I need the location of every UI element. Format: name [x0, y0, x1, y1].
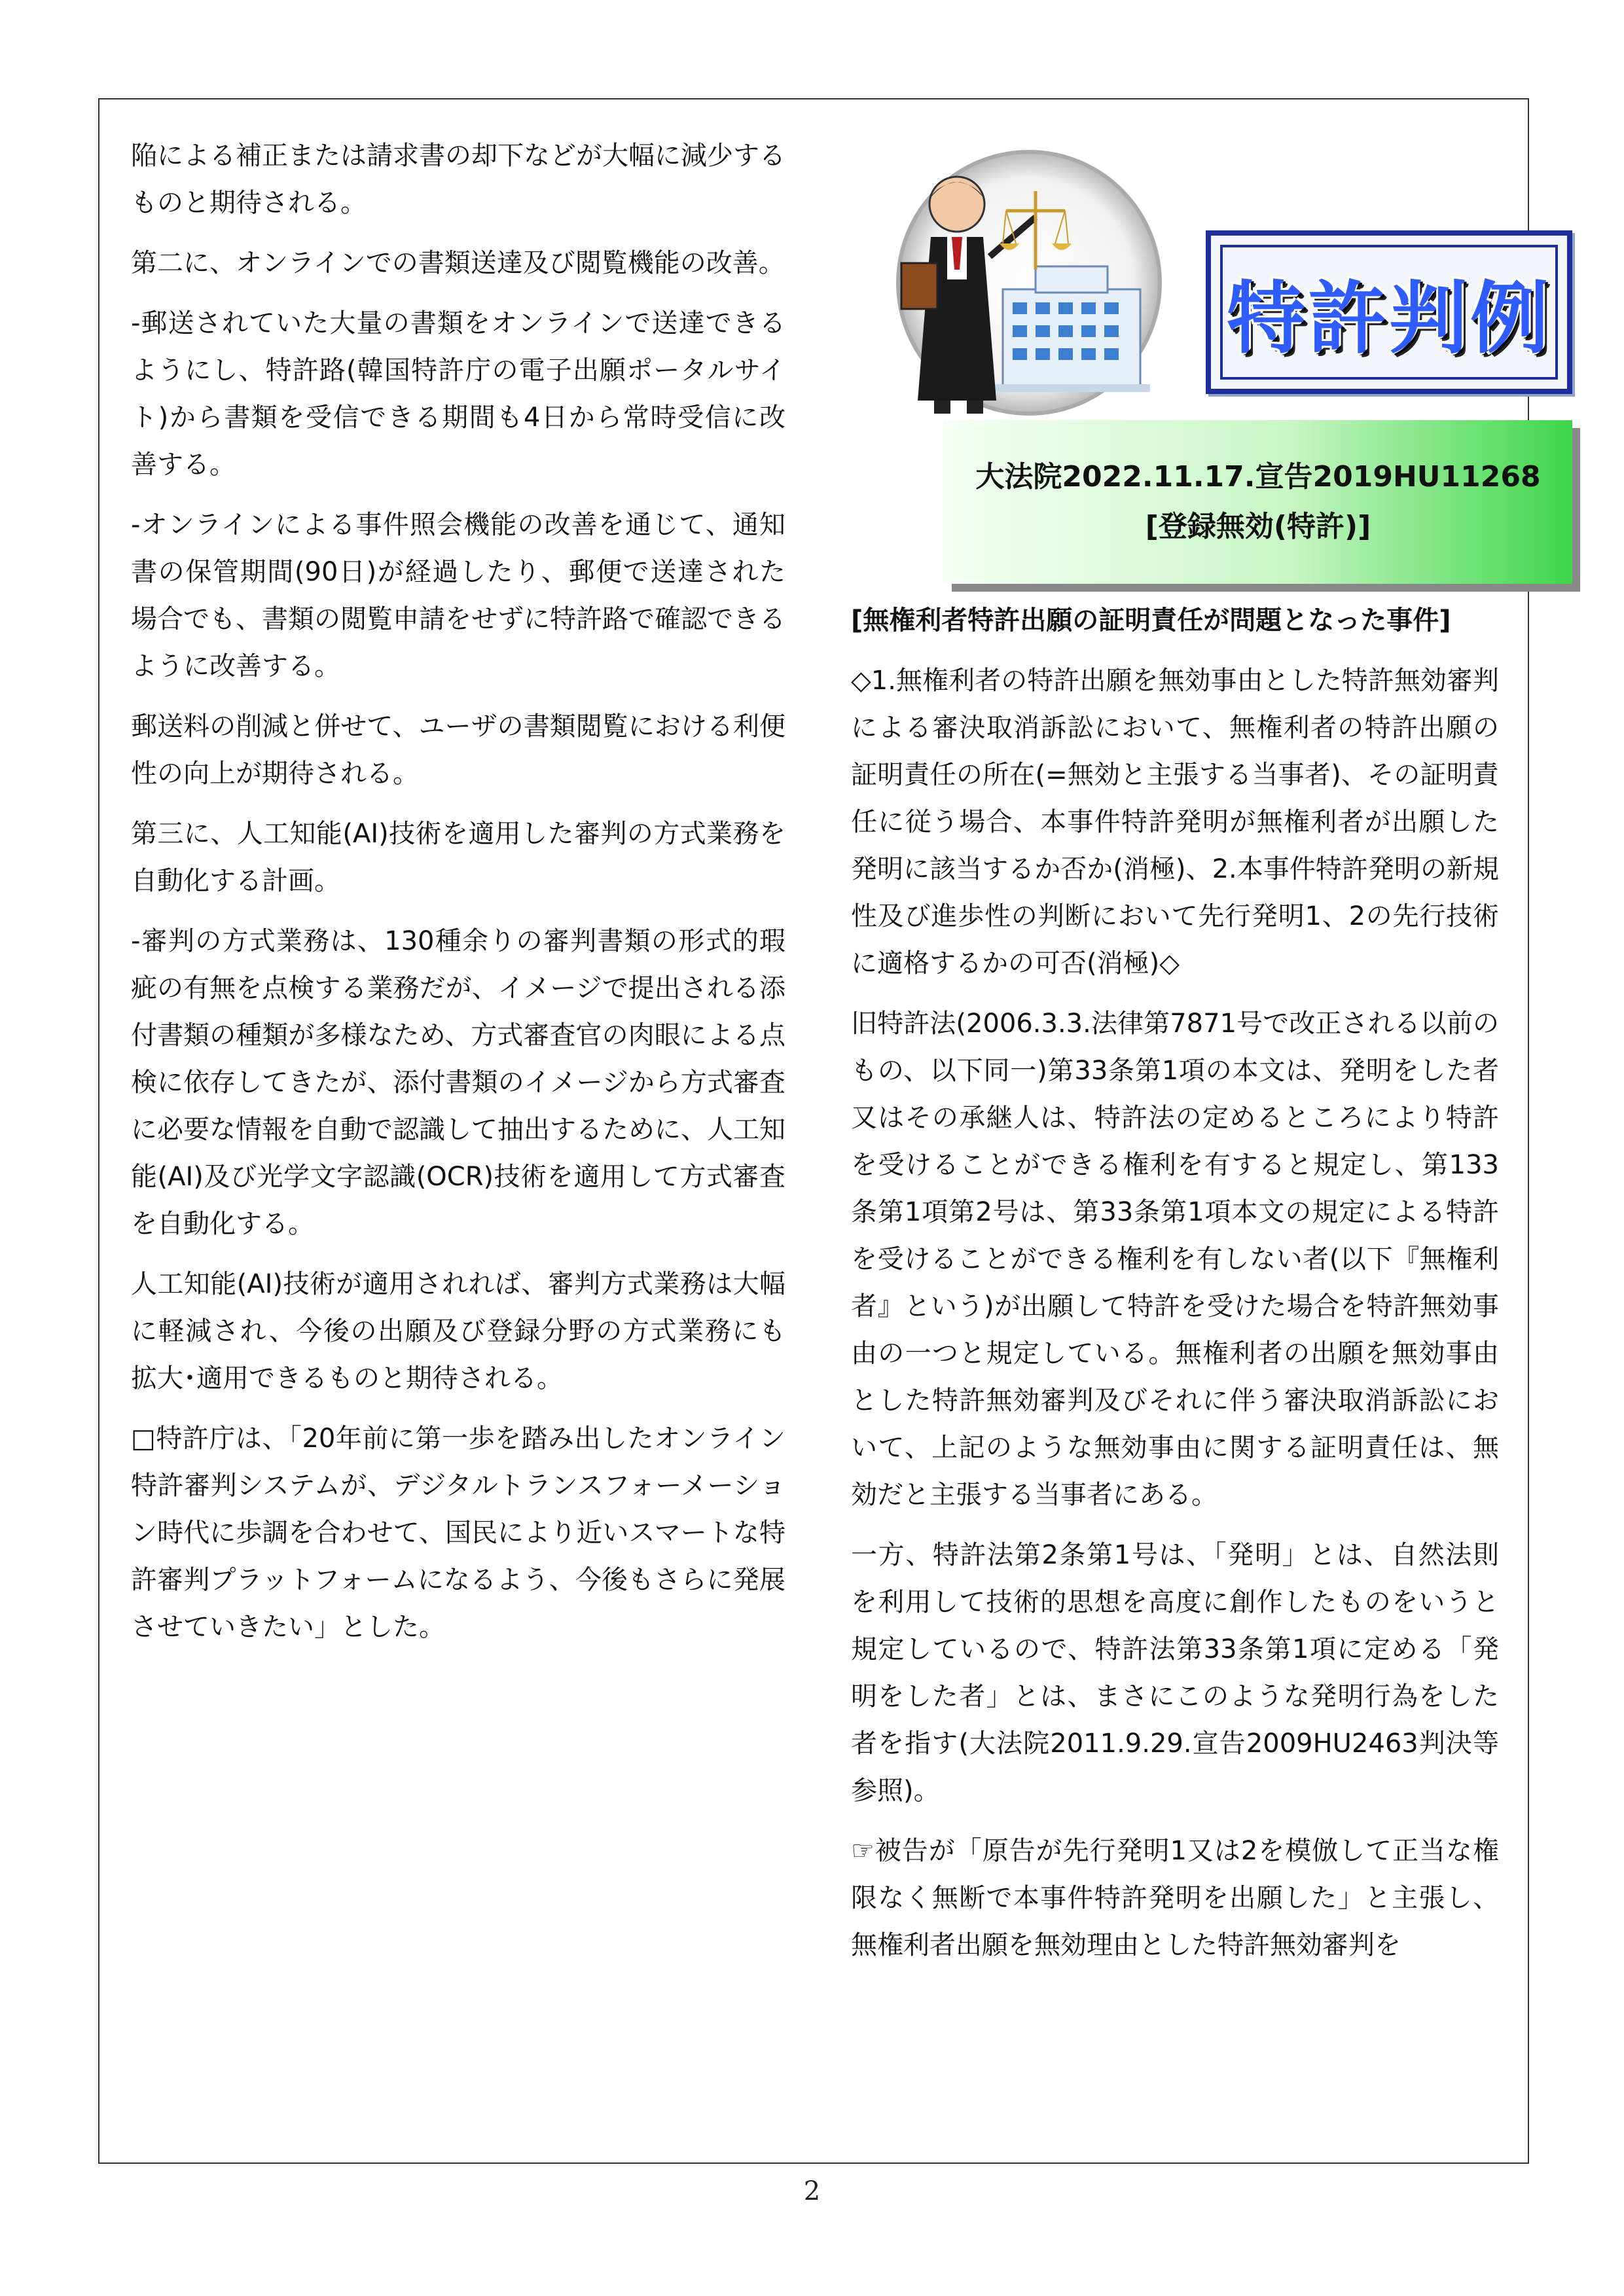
- page-title: 特許判例: [1227, 274, 1551, 365]
- title-banner: [1206, 230, 1572, 394]
- page-frame: [98, 98, 1551, 2164]
- right-paragraph: 一方、特許法第2条第1号は、「発明」とは、自然法則を利用して技術的思想を高度に創作したものをいうと規定しているので、特許法第33条第1項に定める「発明をした者」とは、まさにこのような発明行為をした者を指す(大法院2011.9.29.宣告2009HU2463判決等参照)。: [851, 1540, 1499, 1806]
- left-paragraph: 郵送料の削減と併せて、ユーザの書類閲覧における利便性の向上が期待される。: [131, 711, 785, 789]
- left-paragraph: 人工知能(AI)技術が適用されれば、審判方式業務は大幅に軽減され、今後の出願及び登録分野の方式業務にも拡大･適用できるものと期待される。: [131, 1269, 785, 1393]
- right-paragraph: ◇1.無権利者の特許出願を無効事由とした特許無効審判による審決取消訴訟において、無権利者の特許出願の証明責任の所在(=無効と主張する当事者)、その証明責任に従う場合、本事件特許発明が無権利者が出願した発明に該当するか否か(消極)、2.本事件特許発明の新規性及び進歩性の判断において先行発明1、2の先行技術に適格するかの可否(消極)◇: [851, 666, 1499, 978]
- case-number: 大法院2022.11.17.宣告2019HU11268: [975, 460, 1541, 493]
- judge-illustration: [839, 139, 1206, 420]
- case-heading: [無権利者特許出願の証明責任が問題となった事件]: [851, 605, 1451, 636]
- left-paragraph: 第三に、人工知能(AI)技術を適用した審判の方式業務を自動化する計画。: [131, 819, 785, 896]
- right-paragraph: ☞被告が「原告が先行発明1又は2を模倣して正当な権限なく無断で本事件特許発明を出願した」と主張し、無権利者出願を無効理由とした特許無効審判を: [851, 1836, 1499, 1960]
- right-column: [851, 597, 1499, 1982]
- case-type: [登録無効(特許)]: [1145, 510, 1371, 543]
- page-number: 2: [803, 2176, 821, 2206]
- case-reference-box: [944, 420, 1572, 584]
- left-paragraph: □特許庁は、「20年前に第一歩を踏み出したオンライン特許審判システムが、デジタルトランスフォーメーション時代に歩調を合わせて、国民により近いスマートな特許審判プラットフォームになるよう、今後もさらに発展させていきたい」とした。: [131, 1424, 785, 1642]
- left-column: [131, 132, 785, 1664]
- left-paragraph: -郵送されていた大量の書類をオンラインで送達できるようにし、特許路(韓国特許庁の電子出願ポータルサイト)から書類を受信できる期間も4日から常時受信に改善する。: [131, 308, 785, 480]
- left-paragraph: 第二に、オンラインでの書類送達及び閲覧機能の改善。: [131, 248, 785, 278]
- left-paragraph: -オンラインによる事件照会機能の改善を通じて、通知書の保管期間(90日)が経過したり、郵便で送達された場合でも、書類の閲覧申請をせずに特許路で確認できるように改善する。: [131, 510, 785, 681]
- left-paragraph: 陥による補正または請求書の却下などが大幅に減少するものと期待される。: [131, 141, 785, 218]
- left-paragraph: -審判の方式業務は、130種余りの審判書類の形式的瑕疵の有無を点検する業務だが、イメージで提出される添付書類の種類が多様なため、方式審査官の肉眼による点検に依存してきたが、添付書類のイメージから方式審査に必要な情報を自動で認識して抽出するために、人工知能(AI)及び光学文字認識(OCR)技術を適用して方式審査を自動化する。: [131, 926, 785, 1239]
- right-paragraph: 旧特許法(2006.3.3.法律第7871号で改正される以前のもの、以下同一)第33条第1項の本文は、発明をした者又はその承継人は、特許法の定めるところにより特許を受けることができる権利を有すると規定し、第133条第1項第2号は、第33条第1項本文の規定による特許を受けることができる権利を有しない者(以下『無権利者』という)が出願して特許を受けた場合を特許無効事由の一つと規定している。無権利者の出願を無効事由とした特許無効審判及びそれに伴う審決取消訴訟において、上記のような無効事由に関する証明責任は、無効だと主張する当事者にある。: [851, 1009, 1499, 1510]
- patent-case-header: [839, 139, 1551, 584]
